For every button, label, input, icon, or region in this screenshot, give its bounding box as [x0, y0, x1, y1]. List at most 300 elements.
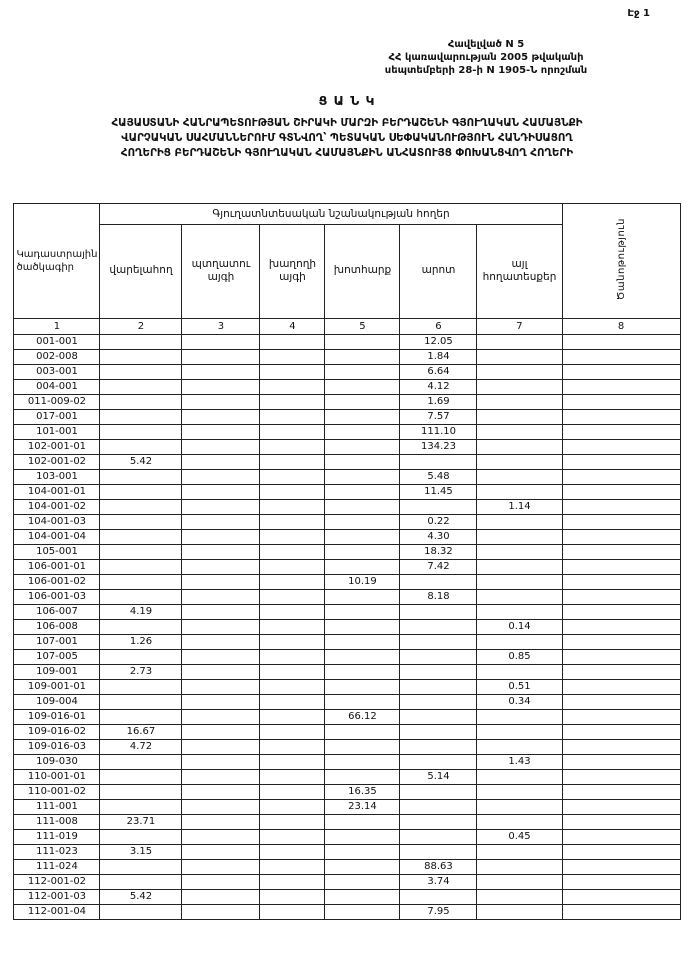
appendix-line-2: ՀՀ կառավարության 2005 թվականի: [388, 52, 584, 63]
cadastral-code-cell: 103-001: [14, 469, 100, 484]
area-value-cell-col3: [182, 409, 260, 424]
area-value-cell-col2: [100, 484, 182, 499]
area-value-cell-col6: [400, 649, 477, 664]
area-value-cell-col5: [325, 394, 400, 409]
area-value-cell-col5: [325, 679, 400, 694]
area-value-cell-col6: [400, 634, 477, 649]
area-value-cell-col7: [477, 709, 562, 724]
area-value-cell-col2: 1.26: [100, 634, 182, 649]
area-value-cell-col5: [325, 409, 400, 424]
area-value-cell-col5: [325, 364, 400, 379]
table-row: [14, 424, 680, 439]
column-number-1: 1: [14, 318, 100, 334]
area-value-cell-col5: [325, 724, 400, 739]
table-row: [14, 844, 680, 859]
area-value-cell-col2: [100, 769, 182, 784]
area-value-cell-col4: [260, 709, 325, 724]
cadastral-code-cell: 104-001-04: [14, 529, 100, 544]
area-value-cell-col4: [260, 799, 325, 814]
area-value-cell-col7: [477, 589, 562, 604]
area-value-cell-col4: [260, 694, 325, 709]
note-header-label: Ծանոթություն: [615, 217, 627, 300]
area-value-cell-col6: [400, 799, 477, 814]
table-row: [14, 529, 680, 544]
area-value-cell-col2: 23.71: [100, 814, 182, 829]
table-row: [14, 634, 680, 649]
note-cell: [562, 754, 680, 769]
table-row: [14, 394, 680, 409]
area-value-cell-col4: [260, 874, 325, 889]
area-value-cell-col3: [182, 544, 260, 559]
area-value-cell-col7: 0.14: [477, 619, 562, 634]
note-cell: [562, 724, 680, 739]
cadastral-code-cell: 104-001-01: [14, 484, 100, 499]
cadastral-code-cell: 112-001-02: [14, 874, 100, 889]
area-value-cell-col5: [325, 514, 400, 529]
area-value-cell-col7: [477, 349, 562, 364]
cadastral-code-cell: 004-001: [14, 379, 100, 394]
area-value-cell-col6: 6.64: [400, 364, 477, 379]
area-value-cell-col3: [182, 559, 260, 574]
area-value-cell-col3: [182, 874, 260, 889]
area-value-cell-col5: 66.12: [325, 709, 400, 724]
cadastral-code-cell: 106-001-03: [14, 589, 100, 604]
area-value-cell-col7: [477, 904, 562, 919]
note-cell: [562, 664, 680, 679]
area-value-cell-col7: [477, 379, 562, 394]
area-value-cell-col3: [182, 724, 260, 739]
column-number-3: 3: [182, 318, 260, 334]
area-value-cell-col2: 3.15: [100, 844, 182, 859]
note-cell: [562, 859, 680, 874]
area-value-cell-col7: [477, 769, 562, 784]
column-number-2: 2: [100, 318, 182, 334]
note-cell: [562, 649, 680, 664]
note-cell: [562, 829, 680, 844]
note-cell: [562, 469, 680, 484]
note-cell: [562, 544, 680, 559]
area-value-cell-col4: [260, 634, 325, 649]
table-row: [14, 409, 680, 424]
area-value-cell-col4: [260, 499, 325, 514]
area-value-cell-col5: [325, 469, 400, 484]
area-value-cell-col3: [182, 514, 260, 529]
area-value-cell-col5: [325, 544, 400, 559]
area-value-cell-col5: [325, 619, 400, 634]
table-row: [14, 739, 680, 754]
note-cell: [562, 499, 680, 514]
cadastral-code-cell: 112-001-04: [14, 904, 100, 919]
area-value-cell-col7: 1.43: [477, 754, 562, 769]
area-value-cell-col5: [325, 499, 400, 514]
area-value-cell-col6: [400, 844, 477, 859]
area-value-cell-col4: [260, 859, 325, 874]
cadastral-code-cell: 104-001-03: [14, 514, 100, 529]
note-cell: [562, 799, 680, 814]
area-value-cell-col5: [325, 829, 400, 844]
area-value-cell-col7: [477, 604, 562, 619]
area-value-cell-col7: 1.14: [477, 499, 562, 514]
table-row: [14, 544, 680, 559]
table-row: [14, 709, 680, 724]
area-value-cell-col7: [477, 889, 562, 904]
area-value-cell-col7: [477, 439, 562, 454]
cadastral-code-cell: 104-001-02: [14, 499, 100, 514]
table-row: [14, 649, 680, 664]
cadastral-code-cell: 001-001: [14, 334, 100, 349]
cadastral-code-cell: 110-001-01: [14, 769, 100, 784]
table-row: [14, 469, 680, 484]
area-value-cell-col5: [325, 754, 400, 769]
table-body: [14, 334, 680, 919]
area-value-cell-col3: [182, 799, 260, 814]
area-value-cell-col5: [325, 559, 400, 574]
appendix-block: [336, 38, 636, 77]
area-value-cell-col6: [400, 739, 477, 754]
table-row: [14, 904, 680, 919]
area-value-cell-col6: [400, 574, 477, 589]
area-value-cell-col3: [182, 529, 260, 544]
area-value-cell-col3: [182, 784, 260, 799]
cadastral-code-header: Կադաստրային ծածկագիր: [14, 203, 100, 318]
area-value-cell-col7: [477, 634, 562, 649]
note-cell: [562, 874, 680, 889]
column-header-pasture: արոտ: [400, 224, 477, 318]
area-value-cell-col4: [260, 559, 325, 574]
area-value-cell-col2: 4.19: [100, 604, 182, 619]
area-value-cell-col2: [100, 574, 182, 589]
area-value-cell-col4: [260, 454, 325, 469]
area-value-cell-col6: [400, 814, 477, 829]
area-value-cell-col4: [260, 844, 325, 859]
area-value-cell-col2: [100, 349, 182, 364]
cadastral-code-cell: 111-024: [14, 859, 100, 874]
note-cell: [562, 529, 680, 544]
cadastral-code-cell: 109-004: [14, 694, 100, 709]
cadastral-code-cell: 107-001: [14, 634, 100, 649]
area-value-cell-col5: 16.35: [325, 784, 400, 799]
area-value-cell-col7: [477, 334, 562, 349]
cadastral-code-cell: 017-001: [14, 409, 100, 424]
area-value-cell-col5: [325, 664, 400, 679]
area-value-cell-col2: [100, 559, 182, 574]
area-value-cell-col7: [477, 364, 562, 379]
note-cell: [562, 619, 680, 634]
area-value-cell-col5: [325, 424, 400, 439]
table-row: [14, 889, 680, 904]
note-cell: [562, 739, 680, 754]
area-value-cell-col6: 8.18: [400, 589, 477, 604]
area-value-cell-col6: 4.30: [400, 529, 477, 544]
area-value-cell-col6: [400, 724, 477, 739]
area-value-cell-col5: [325, 769, 400, 784]
area-value-cell-col5: 10.19: [325, 574, 400, 589]
area-value-cell-col3: [182, 754, 260, 769]
column-header-arable-land: վարելահող: [100, 224, 182, 318]
area-value-cell-col4: [260, 664, 325, 679]
area-value-cell-col6: 7.95: [400, 904, 477, 919]
area-value-cell-col7: [477, 859, 562, 874]
page-number: Էջ 1: [627, 8, 650, 19]
area-value-cell-col2: [100, 409, 182, 424]
table-row: [14, 574, 680, 589]
area-value-cell-col2: [100, 514, 182, 529]
area-value-cell-col4: [260, 379, 325, 394]
area-value-cell-col4: [260, 739, 325, 754]
cadastral-code-cell: 111-001: [14, 799, 100, 814]
area-value-cell-col3: [182, 469, 260, 484]
area-value-cell-col4: [260, 589, 325, 604]
note-cell: [562, 574, 680, 589]
area-value-cell-col5: [325, 379, 400, 394]
area-value-cell-col2: [100, 679, 182, 694]
area-value-cell-col4: [260, 469, 325, 484]
table-row: [14, 619, 680, 634]
note-header: [562, 203, 680, 318]
note-cell: [562, 589, 680, 604]
area-value-cell-col6: 3.74: [400, 874, 477, 889]
area-value-cell-col2: [100, 469, 182, 484]
cadastral-code-cell: 112-001-03: [14, 889, 100, 904]
area-value-cell-col5: [325, 589, 400, 604]
area-value-cell-col4: [260, 394, 325, 409]
area-value-cell-col2: [100, 694, 182, 709]
area-value-cell-col4: [260, 754, 325, 769]
cadastral-code-cell: 102-001-02: [14, 454, 100, 469]
note-cell: [562, 394, 680, 409]
area-value-cell-col4: [260, 439, 325, 454]
area-value-cell-col3: [182, 499, 260, 514]
table-row: [14, 784, 680, 799]
area-value-cell-col4: [260, 364, 325, 379]
cadastral-code-cell: 011-009-02: [14, 394, 100, 409]
note-cell: [562, 679, 680, 694]
area-value-cell-col3: [182, 619, 260, 634]
area-value-cell-col2: [100, 379, 182, 394]
area-value-cell-col2: [100, 799, 182, 814]
column-number-4: 4: [260, 318, 325, 334]
area-value-cell-col2: 16.67: [100, 724, 182, 739]
area-value-cell-col6: [400, 679, 477, 694]
area-value-cell-col4: [260, 544, 325, 559]
area-value-cell-col2: [100, 904, 182, 919]
area-value-cell-col2: [100, 859, 182, 874]
cadastral-code-cell: 110-001-02: [14, 784, 100, 799]
note-cell: [562, 769, 680, 784]
subtitle-line-2: ՎԱՐՉԱԿԱՆ ՍԱՀՄԱՆՆԵՐՈՒՄ ԳՏՆՎՈՂ՝ ՊԵՏԱԿԱՆ ՍԵՓԱԿԱՆՈՒԹՅՈՒՆ ՀԱՆԴԻՍԱՑՈՂ: [121, 131, 573, 144]
table-row: [14, 439, 680, 454]
table-row: [14, 334, 680, 349]
area-value-cell-col6: [400, 619, 477, 634]
cadastral-code-cell: 111-019: [14, 829, 100, 844]
column-number-7: 7: [477, 318, 562, 334]
area-value-cell-col6: [400, 664, 477, 679]
area-value-cell-col6: [400, 709, 477, 724]
area-value-cell-col6: 11.45: [400, 484, 477, 499]
area-value-cell-col5: [325, 529, 400, 544]
column-numbers-row: [14, 318, 680, 334]
area-value-cell-col3: [182, 814, 260, 829]
note-cell: [562, 349, 680, 364]
area-value-cell-col6: [400, 784, 477, 799]
area-value-cell-col6: [400, 694, 477, 709]
area-value-cell-col4: [260, 829, 325, 844]
area-value-cell-col3: [182, 664, 260, 679]
table-row: [14, 484, 680, 499]
area-value-cell-col2: [100, 754, 182, 769]
area-value-cell-col6: [400, 829, 477, 844]
area-value-cell-col3: [182, 589, 260, 604]
note-cell: [562, 334, 680, 349]
cadastral-code-cell: 109-016-01: [14, 709, 100, 724]
note-cell: [562, 889, 680, 904]
area-value-cell-col7: 0.85: [477, 649, 562, 664]
area-value-cell-col4: [260, 784, 325, 799]
appendix-line-3: սեպտեմբերի 28-ի N 1905-Ն որոշման: [384, 65, 588, 76]
note-cell: [562, 709, 680, 724]
column-header-hayfield: խոտհարք: [325, 224, 400, 318]
area-value-cell-col2: [100, 589, 182, 604]
area-value-cell-col5: [325, 874, 400, 889]
area-value-cell-col3: [182, 679, 260, 694]
note-cell: [562, 409, 680, 424]
area-value-cell-col4: [260, 769, 325, 784]
cadastral-code-cell: 111-008: [14, 814, 100, 829]
area-value-cell-col7: [477, 664, 562, 679]
cadastral-code-cell: 111-023: [14, 844, 100, 859]
area-value-cell-col6: [400, 889, 477, 904]
area-value-cell-col6: 4.12: [400, 379, 477, 394]
table-row: [14, 514, 680, 529]
area-value-cell-col5: [325, 739, 400, 754]
cadastral-code-cell: 109-016-02: [14, 724, 100, 739]
appendix-line-1: Հավելված N 5: [447, 39, 525, 50]
area-value-cell-col2: [100, 529, 182, 544]
area-value-cell-col3: [182, 694, 260, 709]
area-value-cell-col6: 12.05: [400, 334, 477, 349]
note-cell: [562, 379, 680, 394]
area-value-cell-col3: [182, 424, 260, 439]
cadastral-code-cell: 109-001: [14, 664, 100, 679]
area-value-cell-col3: [182, 604, 260, 619]
area-value-cell-col5: [325, 484, 400, 499]
column-header-vineyard: խաղողի այգի: [260, 224, 325, 318]
area-value-cell-col5: [325, 889, 400, 904]
document-title: Ց Ա Ն Կ: [318, 93, 376, 108]
cadastral-code-cell: 106-008: [14, 619, 100, 634]
area-value-cell-col2: [100, 394, 182, 409]
area-value-cell-col4: [260, 679, 325, 694]
area-value-cell-col4: [260, 514, 325, 529]
area-value-cell-col4: [260, 529, 325, 544]
column-number-6: 6: [400, 318, 477, 334]
cadastral-code-cell: 106-001-02: [14, 574, 100, 589]
area-value-cell-col2: [100, 874, 182, 889]
area-value-cell-col4: [260, 574, 325, 589]
area-value-cell-col6: [400, 499, 477, 514]
area-value-cell-col3: [182, 889, 260, 904]
note-cell: [562, 814, 680, 829]
area-value-cell-col6: 134.23: [400, 439, 477, 454]
area-value-cell-col5: [325, 694, 400, 709]
cadastral-code-cell: 109-030: [14, 754, 100, 769]
note-cell: [562, 784, 680, 799]
area-value-cell-col6: 0.22: [400, 514, 477, 529]
area-value-cell-col2: [100, 499, 182, 514]
area-value-cell-col5: [325, 649, 400, 664]
area-value-cell-col6: [400, 754, 477, 769]
area-value-cell-col2: [100, 364, 182, 379]
area-value-cell-col7: 0.34: [477, 694, 562, 709]
area-value-cell-col7: [477, 844, 562, 859]
area-value-cell-col5: [325, 859, 400, 874]
table-row: [14, 559, 680, 574]
area-value-cell-col6: 88.63: [400, 859, 477, 874]
table-row: [14, 349, 680, 364]
table-row: [14, 454, 680, 469]
area-value-cell-col3: [182, 334, 260, 349]
cadastral-code-cell: 105-001: [14, 544, 100, 559]
area-value-cell-col2: [100, 784, 182, 799]
table-row: [14, 604, 680, 619]
area-value-cell-col4: [260, 409, 325, 424]
area-value-cell-col2: [100, 544, 182, 559]
area-value-cell-col3: [182, 739, 260, 754]
area-value-cell-col4: [260, 889, 325, 904]
area-value-cell-col2: [100, 424, 182, 439]
area-value-cell-col7: [477, 394, 562, 409]
area-value-cell-col4: [260, 724, 325, 739]
cadastral-code-cell: 106-007: [14, 604, 100, 619]
note-cell: [562, 484, 680, 499]
area-value-cell-col7: 0.51: [477, 679, 562, 694]
cadastral-code-cell: 002-008: [14, 349, 100, 364]
area-value-cell-col7: [477, 574, 562, 589]
note-cell: [562, 634, 680, 649]
note-cell: [562, 364, 680, 379]
table-row: [14, 754, 680, 769]
cadastral-code-cell: 101-001: [14, 424, 100, 439]
table-row: [14, 589, 680, 604]
area-value-cell-col4: [260, 904, 325, 919]
table-row: [14, 364, 680, 379]
area-value-cell-col4: [260, 484, 325, 499]
area-value-cell-col2: [100, 829, 182, 844]
note-cell: [562, 559, 680, 574]
area-value-cell-col4: [260, 619, 325, 634]
table-row: [14, 664, 680, 679]
table-row: [14, 859, 680, 874]
table-row: [14, 874, 680, 889]
cadastral-code-cell: 102-001-01: [14, 439, 100, 454]
area-value-cell-col7: [477, 454, 562, 469]
note-cell: [562, 844, 680, 859]
table-row: [14, 499, 680, 514]
area-value-cell-col2: [100, 439, 182, 454]
area-value-cell-col7: [477, 529, 562, 544]
area-value-cell-col7: [477, 559, 562, 574]
area-value-cell-col3: [182, 649, 260, 664]
area-value-cell-col2: 4.72: [100, 739, 182, 754]
area-value-cell-col3: [182, 484, 260, 499]
note-cell: [562, 424, 680, 439]
area-value-cell-col7: [477, 874, 562, 889]
table-row: [14, 694, 680, 709]
area-value-cell-col3: [182, 829, 260, 844]
area-value-cell-col2: [100, 334, 182, 349]
note-cell: [562, 454, 680, 469]
area-value-cell-col5: 23.14: [325, 799, 400, 814]
